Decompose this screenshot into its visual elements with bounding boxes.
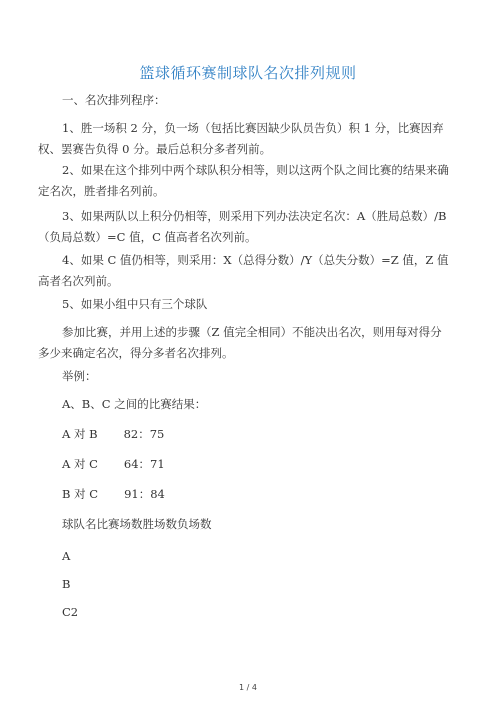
table-header-text: 球队名比赛场数胜场数负场数 [62,517,212,531]
game-row [62,484,452,505]
rule-4: 4、如果 C 值仍相等，则采用：X（总得分数）/Y（总失分数）=Z 值，Z 值高者名次列前。 [38,253,449,288]
game-match: A 对 C [62,457,98,471]
document-title: 篮球循环赛制球队名次排列规则 [139,64,357,82]
game-match: A 对 B [62,427,98,441]
team-row: B [62,577,71,591]
section-heading: 一、名次排列程序： [62,93,166,107]
rule-5: 5、如果小组中只有三个球队 [62,297,208,311]
game-row [62,424,452,445]
rule-2: 2、如果在这个排列中两个球队积分相等，则以这两个队之间比赛的结果来确定名次，胜者排名列前。 [38,163,449,198]
game-score: 64：71 [123,457,165,471]
rule-1: 1、胜一场积 2 分，负一场（包括比赛因缺少队员告负）积 1 分，比赛因弃权、罢赛告负得 0 分。最后总积分多者列前。 [38,121,444,156]
game-score: 82：75 [123,427,165,441]
paragraph-continuation: 参加比赛，并用上述的步骤（Z 值完全相同）不能决出名次，则用每对得分多少来确定名次，得分多者名次排列。 [38,325,442,360]
game-score: 91：84 [124,487,165,501]
example-label: 举例： [62,369,97,383]
game-match: B 对 C [62,487,99,501]
team-row: A [62,549,71,563]
page-number: 1 / 4 [239,683,257,692]
rule-3: 3、如果两队以上积分仍相等，则采用下列办法决定名次：A（胜局总数）/B（负局总数）=C 值，C 值高者名次列前。 [38,209,447,244]
game-row [62,454,452,475]
team-row: C2 [62,605,79,619]
results-intro: A、B、C 之间的比赛结果： [62,397,207,411]
